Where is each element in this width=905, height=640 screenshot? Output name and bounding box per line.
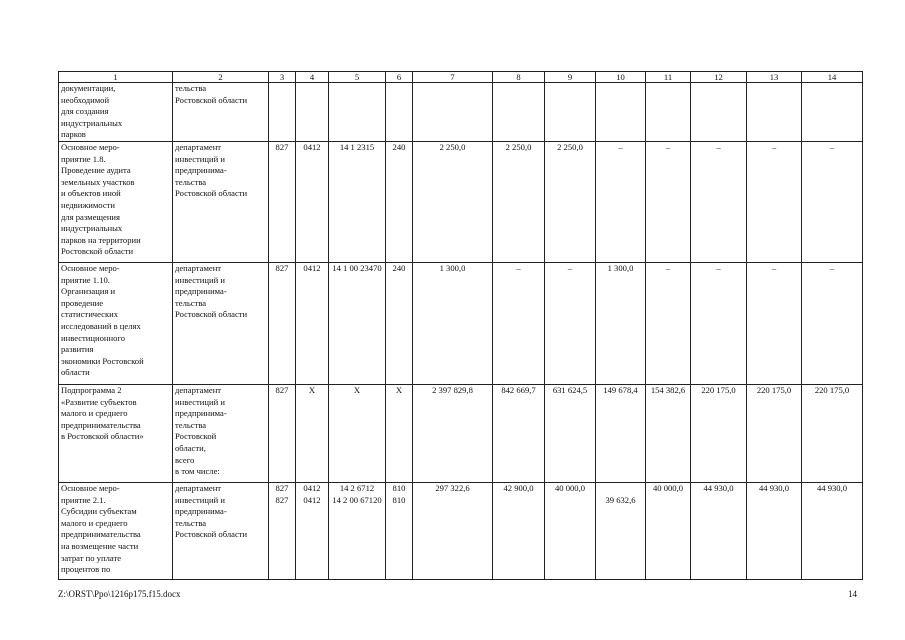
table-row (59, 483, 863, 580)
grbs-code: 827 (269, 263, 296, 385)
rzpr-code (296, 83, 329, 142)
year-value: 149 678,4 (596, 385, 646, 483)
rzpr-code-line: 0412 (303, 494, 321, 505)
activity-name: Основное меро- приятие 2.1. Субсидии субъектам малого и среднего предпринимательства на возмещение части затрат по уплате процентов по (59, 483, 173, 580)
executor: тельства Ростовской области (173, 83, 269, 142)
column-number: 13 (747, 72, 802, 83)
column-number: 10 (596, 72, 646, 83)
year-value: 631 624,5 (545, 385, 596, 483)
activity-name: документации, необходимой для создания индустриальных парков (59, 83, 173, 142)
vr-code (386, 483, 413, 580)
grbs-code-line: 827 (275, 494, 289, 505)
csr-code: 14 1 2315 (329, 142, 386, 263)
grbs-code (269, 83, 296, 142)
year-value: 1 300,0 (596, 263, 646, 385)
table-row (59, 263, 863, 385)
csr-code (329, 83, 386, 142)
year-value: 44 930,0 (747, 483, 802, 580)
total-value: 2 250,0 (413, 142, 493, 263)
rzpr-code-line: 0412 (303, 483, 321, 493)
vr-code (386, 83, 413, 142)
column-number: 6 (386, 72, 413, 83)
executor: департамент инвестиций и предпринима- тельства Ростовской области (173, 263, 269, 385)
column-number: 4 (296, 72, 329, 83)
vr-code: 240 (386, 263, 413, 385)
year-value: 154 382,6 (646, 385, 691, 483)
executor: департамент инвестиций и предпринима- тельства Ростовской области (173, 483, 269, 580)
year-value: 42 900,0 (493, 483, 545, 580)
column-number: 9 (545, 72, 596, 83)
year-value: 44 930,0 (802, 483, 863, 580)
year-value: – (691, 263, 747, 385)
year-value: – (747, 263, 802, 385)
executor: департамент инвестиций и предпринима- тельства Ростовской области, всего в том числе: (173, 385, 269, 483)
year-value: 44 930,0 (691, 483, 747, 580)
column-number: 1 (59, 72, 173, 83)
year-value: – (545, 263, 596, 385)
year-value: – (646, 263, 691, 385)
file-path: Z:\ORST\Ppo\1216p175.f15.docx (58, 589, 181, 599)
page-number: 14 (848, 589, 857, 599)
grbs-code: 827 (269, 142, 296, 263)
column-number: 12 (691, 72, 747, 83)
year-value (747, 83, 802, 142)
year-value: 2 250,0 (545, 142, 596, 263)
rzpr-code: Х (296, 385, 329, 483)
year-value: – (691, 142, 747, 263)
grbs-code (269, 483, 296, 580)
year-value (493, 83, 545, 142)
csr-code-line: 14 2 00 67120 (332, 494, 382, 505)
year-value: 39 632,6 (596, 483, 646, 580)
year-value: 40 000,0 (646, 483, 691, 580)
grbs-code-line: 827 (275, 483, 289, 493)
year-value: 842 669,7 (493, 385, 545, 483)
total-value: 2 397 829,8 (413, 385, 493, 483)
grbs-code: 827 (269, 385, 296, 483)
year-value: 2 250,0 (493, 142, 545, 263)
column-number: 14 (802, 72, 863, 83)
column-number: 3 (269, 72, 296, 83)
column-number-row (59, 72, 863, 83)
executor: департамент инвестиций и предпринима- тельства Ростовской области (173, 142, 269, 263)
budget-table (58, 71, 863, 580)
year-value (646, 83, 691, 142)
rzpr-code (296, 483, 329, 580)
year-value: – (596, 142, 646, 263)
year-value: 40 000,0 (545, 483, 596, 580)
year-value: – (802, 263, 863, 385)
csr-code: Х (329, 385, 386, 483)
year-value: – (493, 263, 545, 385)
vr-code-line: 810 (392, 483, 406, 493)
activity-name: Основное меро- приятие 1.10. Организация и проведение статистических исследований в целях инвестиционного развития экономики Ростовской области (59, 263, 173, 385)
csr-code: 14 1 00 23470 (329, 263, 386, 385)
year-value (596, 83, 646, 142)
vr-code: 240 (386, 142, 413, 263)
year-value: 220 175,0 (691, 385, 747, 483)
csr-code (329, 483, 386, 580)
year-value: 220 175,0 (747, 385, 802, 483)
total-value: 297 322,6 (413, 483, 493, 580)
rzpr-code: 0412 (296, 142, 329, 263)
table-row (59, 385, 863, 483)
csr-code-line: 14 2 6712 (339, 483, 375, 493)
column-number: 8 (493, 72, 545, 83)
subprogram-name: Подпрограмма 2 «Развитие субъектов малого и среднего предпринимательства в Ростовской области» (59, 385, 173, 483)
year-value: 220 175,0 (802, 385, 863, 483)
rzpr-code: 0412 (296, 263, 329, 385)
year-value (545, 83, 596, 142)
year-value: – (646, 142, 691, 263)
vr-code: Х (386, 385, 413, 483)
column-number: 11 (646, 72, 691, 83)
total-value: 1 300,0 (413, 263, 493, 385)
column-number: 7 (413, 72, 493, 83)
table-row (59, 142, 863, 263)
column-number: 5 (329, 72, 386, 83)
vr-code-line: 810 (392, 494, 406, 505)
activity-name: Основное меро- приятие 1.8. Проведение аудита земельных участков и объектов иной недвижимости для размещения индустриальных парков на территории Ростовской области (59, 142, 173, 263)
year-value: – (802, 142, 863, 263)
column-number: 2 (173, 72, 269, 83)
total-value (413, 83, 493, 142)
year-value (691, 83, 747, 142)
year-value: – (747, 142, 802, 263)
table-row (59, 83, 863, 142)
year-value (802, 83, 863, 142)
